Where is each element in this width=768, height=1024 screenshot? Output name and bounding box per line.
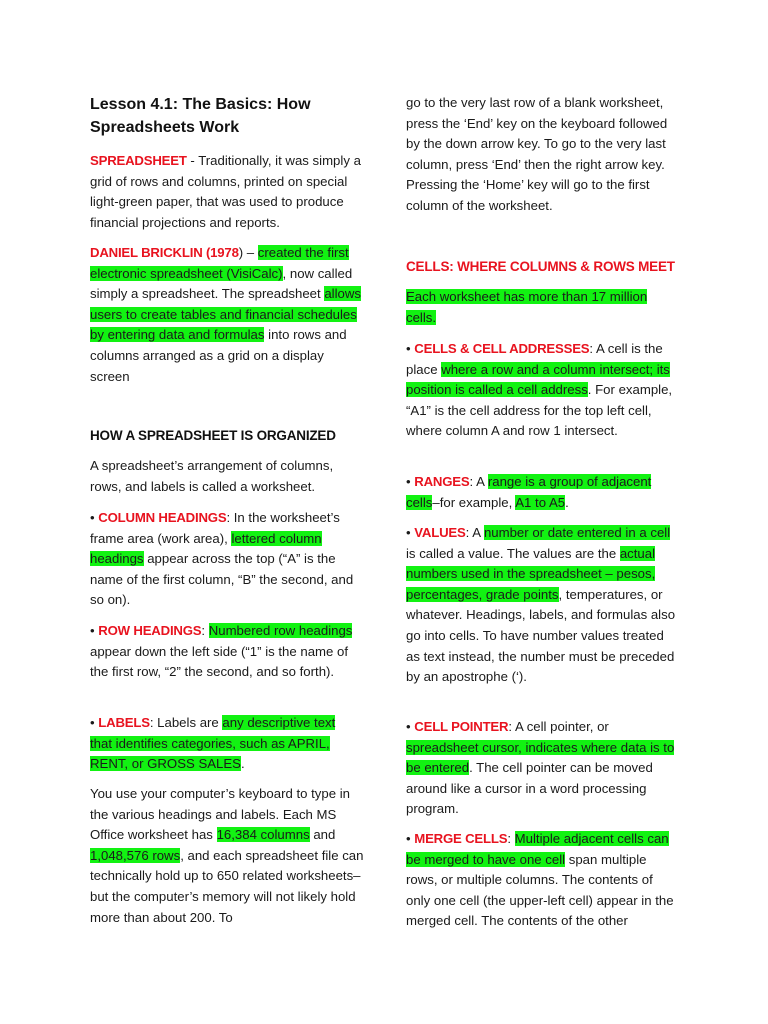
- cell-addresses-paragraph: • CELLS & CELL ADDRESSES: A cell is the place where a row and a column intersect; its position is called a cell address. For example, “A1” is the cell address for the top left cell, where column A and row 1 intersect.: [406, 341, 673, 439]
- highlight-17-million-cells: Each worksheet has more than 17 million cells.: [406, 289, 648, 325]
- section-heading-cells: CELLS: WHERE COLUMNS & ROWS MEET: [406, 259, 675, 274]
- highlight-columns-count: 16,384 columns: [216, 827, 310, 843]
- keyboard-paragraph: You use your computer’s keyboard to type in the various headings and labels. Each MS Office worksheet has 16,384 columns and 1,048,576 rows, and each spreadsheet file can technically hold up to 650 related worksheets–but the computer’s memory will not likely hold more than about 200. To: [90, 786, 364, 925]
- merge-cells-paragraph: • MERGE CELLS: Multiple adjacent cells can be merged to have one cell span multiple rows, or multiple columns. The contents of only one cell (the upper-left cell) appear in the merged cell. The contents of the other: [406, 831, 674, 929]
- highlight-range-definition: range is a group of adjacent cells: [406, 474, 652, 510]
- highlight-number-or-date: number or date entered in a cell: [483, 525, 671, 540]
- highlight-spreadsheet-cursor: spreadsheet cursor, indicates where data is to be entered: [406, 739, 675, 776]
- term-daniel-bricklin: DANIEL BRICKLIN (1978: [90, 245, 239, 260]
- highlight-visicalc: created the first electronic spreadsheet (VisiCalc): [90, 245, 349, 281]
- highlight-rows-count: 1,048,576 rows: [90, 847, 181, 863]
- continued-paragraph: go to the very last row of a blank worksheet, press the ‘End’ key on the keyboard followed by the down arrow key. To go to the very last column, press ‘End’ then the right arrow key. Pressing the ‘Home’ key will go to the first column of the worksheet.: [406, 95, 668, 213]
- cells-intro-paragraph: [406, 287, 661, 328]
- highlight-cell-address: where a row and a column intersect; its position is called a cell address: [406, 361, 670, 398]
- row-headings-paragraph: • ROW HEADINGS: Numbered row headings appear down the left side (“1” is the name of the first row, “2” the second, and so forth).: [90, 623, 353, 680]
- term-values: VALUES: [414, 525, 466, 540]
- section-heading-organized: HOW A SPREADSHEET IS ORGANIZED: [90, 428, 336, 443]
- highlight-lettered-column-headings: lettered column headings: [90, 530, 322, 567]
- column-headings-paragraph: • COLUMN HEADINGS: In the worksheet’s frame area (work area), lettered column headings appear across the top (“A” is the name of the first column, “B” the second, and so on).: [90, 510, 354, 608]
- cell-pointer-paragraph: • CELL POINTER: A cell pointer, or spreadsheet cursor, indicates where data is to be entered. The cell pointer can be moved around like a cursor in a word processing program.: [406, 719, 675, 817]
- lesson-title: Lesson 4.1: The Basics: How Spreadsheets Work: [90, 96, 311, 136]
- term-ranges: RANGES: [414, 474, 470, 489]
- highlight-allows-users: allows users to create tables and financial schedules by entering data and formulas: [90, 286, 361, 343]
- highlight-descriptive-text: any descriptive text that identifies categories, such as APRIL, RENT, or GROSS SALES: [90, 715, 336, 772]
- term-labels: LABELS: [98, 715, 150, 730]
- highlight-numbered-row-headings: Numbered row headings: [208, 623, 353, 638]
- labels-paragraph: • LABELS: Labels are any descriptive text that identifies categories, such as APRIL, RENT, or GROSS SALES.: [90, 715, 336, 772]
- term-spreadsheet: SPREADSHEET: [90, 153, 187, 168]
- bricklin-paragraph: DANIEL BRICKLIN (1978) – created the first electronic spreadsheet (VisiCalc), now called simply a spreadsheet. The spreadsheet allows users to create tables and financial schedules by entering data and formulas into rows and columns arranged as a grid on a display screen: [90, 245, 361, 384]
- spreadsheet-paragraph: SPREADSHEET - Traditionally, it was simply a grid of rows and columns, printed on special light-green paper, that was used to produce financial projections and reports.: [90, 153, 361, 230]
- highlight-actual-numbers: actual numbers used in the spreadsheet – pesos, percentages, grade points: [406, 545, 656, 602]
- highlight-a1-to-a5: A1 to A5: [515, 494, 566, 510]
- term-merge-cells: MERGE CELLS: [414, 831, 508, 846]
- highlight-merge-adjacent: Multiple adjacent cells can be merged to have one cell: [406, 831, 669, 867]
- organized-paragraph: A spreadsheet’s arrangement of columns, rows, and labels is called a worksheet.: [90, 458, 334, 494]
- term-row-headings: ROW HEADINGS: [98, 623, 202, 638]
- term-cells-and-cell-addresses: CELLS & CELL ADDRESSES: [414, 341, 590, 356]
- ranges-paragraph: • RANGES: A range is a group of adjacent cells–for example, A1 to A5.: [406, 474, 652, 510]
- term-column-headings: COLUMN HEADINGS: [98, 510, 227, 525]
- values-paragraph: • VALUES: A number or date entered in a cell is called a value. The values are the actual numbers used in the spreadsheet – pesos, percentages, grade points, temperatures, or whatever. Headings, labels, and formulas also go into cells. To have number values treated as text instead, the number must be preceded by an apostrophe (‘).: [406, 525, 676, 685]
- term-cell-pointer: CELL POINTER: [414, 719, 509, 734]
